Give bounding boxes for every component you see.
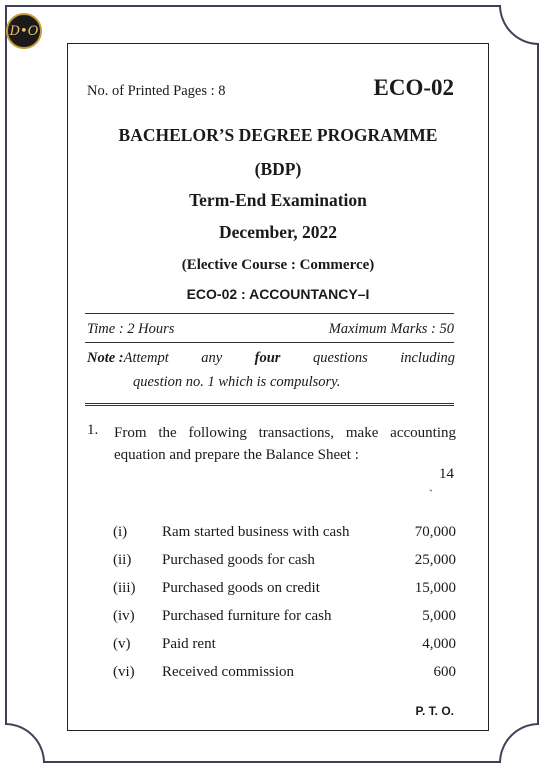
divider [85,342,454,343]
please-turn-over: P. T. O. [415,704,454,718]
elective-course: (Elective Course : Commerce) [181,257,375,273]
note-label: Note : [87,350,124,366]
transaction-row [113,608,456,625]
note-word: any [201,350,223,366]
transaction-description: Received commission [162,664,295,680]
printed-pages: No. of Printed Pages : 8 [87,83,226,99]
exam-date: December, 2022 [219,222,337,242]
transaction-number: (ii) [113,552,132,568]
transaction-row [113,552,456,569]
transaction-row [113,664,456,681]
exam-title: Term-End Examination [189,190,367,210]
transaction-description: Purchased furniture for cash [162,608,332,624]
question-text: From the following transactions, make accounting equation and prepare the Balance Sheet : [114,425,456,463]
transaction-number: (v) [113,636,131,652]
corner-decoration [499,5,539,45]
transaction-amount: 15,000 [414,580,456,596]
question-number: 1. [87,422,99,438]
transaction-amount: 70,000 [414,524,456,540]
note-word: Attempt [123,350,169,366]
transaction-description: Ram started business with cash [162,524,350,540]
transaction-amount: 25,000 [414,552,456,568]
note-word: questions [312,350,368,366]
transaction-row [113,580,456,597]
corner-decoration [499,723,539,763]
stray-mark: ` [429,487,433,501]
course-code: ECO-02 [373,75,454,100]
note-line2: question no. 1 which is compulsory. [133,374,341,390]
programme-title: BACHELOR’S DEGREE PROGRAMME [118,125,438,145]
note-word: including [400,350,455,366]
transaction-row [113,524,456,541]
transaction-amount: 4,000 [422,636,456,652]
exam-page [67,43,489,731]
transaction-row [113,636,456,653]
transaction-description: Paid rent [162,636,216,652]
transaction-number: (vi) [113,664,135,680]
transaction-amount: 5,000 [422,608,456,624]
exam-time: Time : 2 Hours [87,321,175,337]
programme-abbr: (BDP) [254,159,302,179]
divider [85,313,454,314]
transaction-description: Purchased goods on credit [162,580,320,596]
instructions-note [87,350,455,391]
corner-decoration [5,723,45,763]
paper-title: ECO-02 : ACCOUNTANCY–I [186,286,370,302]
double-divider [85,403,454,409]
transaction-amount: 600 [433,664,456,680]
transaction-number: (i) [113,524,128,540]
transaction-number: (iv) [113,608,135,624]
transaction-number: (iii) [113,580,136,596]
note-word: four [254,350,281,366]
question-marks: 14 [439,466,454,482]
logo: D•O [6,13,42,49]
transaction-description: Purchased goods for cash [162,552,315,568]
max-marks: Maximum Marks : 50 [328,321,454,337]
